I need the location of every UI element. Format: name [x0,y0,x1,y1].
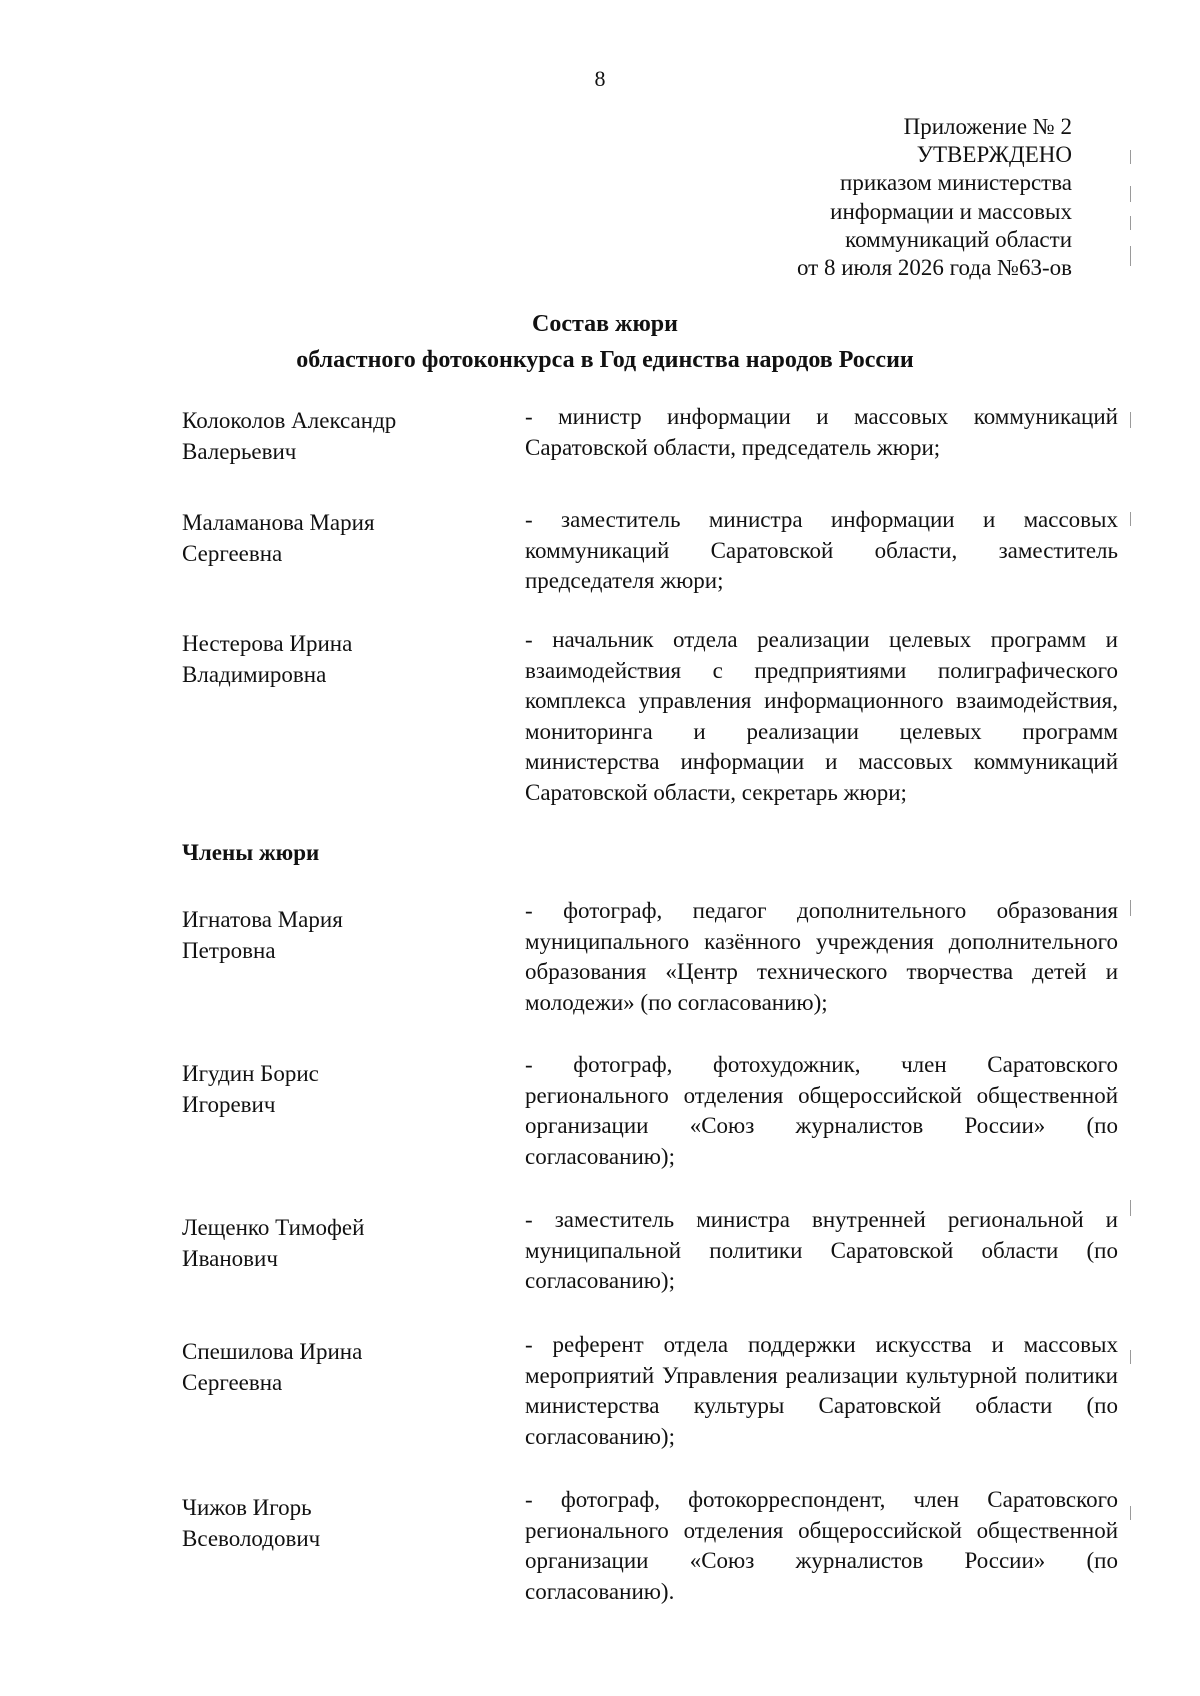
jury-role: - фотограф, фотохудожник, член Саратовского регионального отделения общероссийской общественной организации «Союз журналистов России» (по согласованию); [525,1052,1118,1169]
jury-name [182,1336,462,1398]
jury-name [182,405,462,467]
name-line: Спешилова Ирина [182,1339,363,1364]
jury-role: - фотограф, фотокорреспондент, член Саратовского регионального отделения общероссийской общественной организации «Союз журналистов России» (по согласованию). [525,1487,1118,1604]
name-line: Сергеевна [182,541,283,566]
jury-role: - начальник отдела реализации целевых программ и взаимодействия с предприятиями полиграфического комплекса управления информационного взаимодействия, мониторинга и реализации целевых программ министерства информации и массовых коммуникаций Саратовской области, секретарь жюри; [525,627,1118,805]
name-line: Валерьевич [182,439,297,464]
jury-role: - фотограф, педагог дополнительного образования муниципального казённого учреждения дополнительного образования «Центр технического творчества детей и молодежи» (по согласованию); [525,898,1118,1015]
jury-role: - референт отдела поддержки искусства и массовых мероприятий Управления реализации культурной политики министерства культуры Саратовской области (по согласованию); [525,1332,1118,1449]
name-line: Игоревич [182,1092,276,1117]
approval-date: от 8 июля 2026 года №63-ов [796,255,1072,281]
name-line: Иванович [182,1246,278,1271]
approval-block [797,113,1072,282]
name-line: Игнатова Мария [182,907,343,932]
jury-name [182,1058,462,1120]
scan-margin-marks [1130,150,1132,1550]
approval-line: приказом министерства [840,170,1072,196]
jury-name [182,507,462,569]
name-line: Колоколов Александр [182,408,397,433]
members-heading: Члены жюри [182,840,320,865]
jury-name [182,628,462,690]
jury-role: - заместитель министра информации и массовых коммуникаций Саратовской области, заместитель председателя жюри; [525,507,1118,593]
document-title [0,306,1200,378]
name-line: Сергеевна [182,1370,283,1395]
jury-role: - заместитель министра внутренней региональной и муниципальной политики Саратовской области (по согласованию); [525,1207,1118,1293]
page-number: 8 [594,66,606,91]
jury-name [182,1492,462,1554]
name-line: Нестерова Ирина [182,631,353,656]
name-line: Игудин Борис [182,1061,319,1086]
name-line: Чижов Игорь [182,1495,312,1520]
appendix-label: Приложение № 2 [903,114,1072,139]
name-line: Всеволодович [182,1526,321,1551]
name-line: Владимировна [182,662,327,687]
name-line: Маламанова Мария [182,510,375,535]
title-line: Состав жюри [532,311,678,337]
jury-role: - министр информации и массовых коммуникаций Саратовской области, председатель жюри; [525,404,1118,460]
approval-line: информации и массовых [830,198,1072,224]
jury-name [182,1212,462,1274]
approval-line: коммуникаций области [845,226,1072,252]
jury-name [182,904,462,966]
approved-label: УТВЕРЖДЕНО [916,142,1072,168]
name-line: Петровна [182,938,276,963]
name-line: Лещенко Тимофей [182,1215,365,1240]
title-line: областного фотоконкурса в Год единства народов России [296,347,914,373]
